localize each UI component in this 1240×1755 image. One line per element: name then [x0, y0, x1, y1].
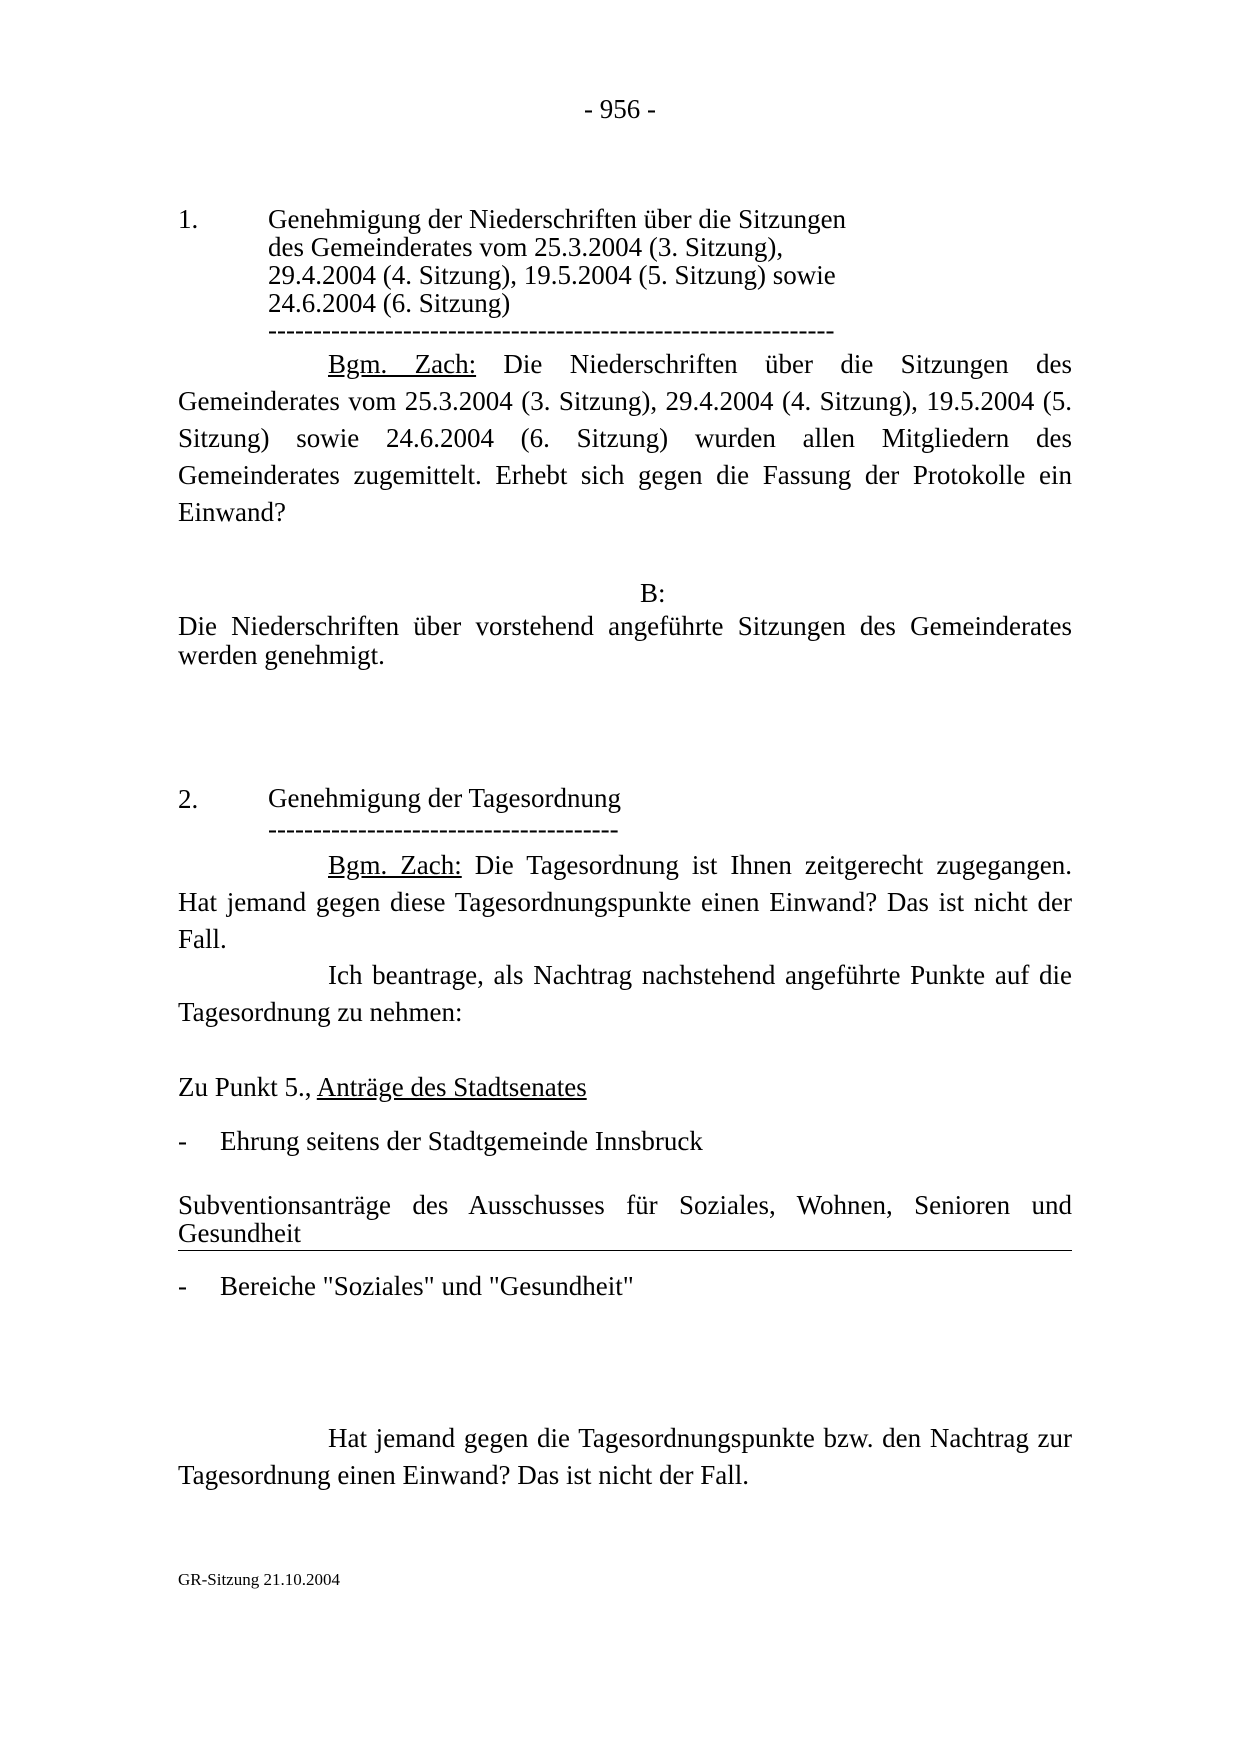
- item-1-title-line: 24.6.2004 (6. Sitzung): [268, 288, 511, 318]
- item-2-dashes: ---------------------------------------: [268, 814, 619, 844]
- closing-text: Hat jemand gegen die Tagesordnungspunkte bzw. den Nachtrag zur Tagesordnung einen Einwand? Das ist nicht der Fall.: [178, 1423, 1072, 1490]
- item-2-speech: [178, 847, 1072, 958]
- speaker-name: Bgm. Zach:: [328, 349, 477, 379]
- speech-text: Die Niederschriften über die Sitzungen des Gemeinderates vom 25.3.2004 (3. Sitzung), 29.4.2004 (4. Sitzung), 19.5.2004 (5. Sitzung) sowie 24.6.2004 (6. Sitzung) wurden allen Mitgliedern des Gemeinderates zugemittelt. Erhebt sich gegen die Fassung der Protokolle ein Einwand?: [178, 349, 1072, 527]
- subvention-heading: Subventionsanträge des Ausschusses für Soziales, Wohnen, Senioren und Gesundheit: [178, 1190, 1072, 1248]
- item-2-title: Genehmigung der Tagesordnung: [268, 783, 622, 813]
- heading-underline: [178, 1250, 1072, 1251]
- item-1-title-line: Genehmigung der Niederschriften über die Sitzungen: [268, 204, 847, 234]
- item-1-title-line: 29.4.2004 (4. Sitzung), 19.5.2004 (5. Sitzung) sowie: [268, 260, 836, 290]
- speech-text: Die Tagesordnung ist Ihnen zeitgerecht zugegangen. Hat jemand gegen diese Tagesordnungspunkte einen Einwand? Das ist nicht der Fall.: [178, 850, 1072, 954]
- item-2-number: 2.: [178, 784, 199, 814]
- item-1-number: 1.: [178, 204, 199, 234]
- closing-paragraph: [178, 1420, 1072, 1494]
- item-1-title-line: des Gemeinderates vom 25.3.2004 (3. Sitzung),: [268, 232, 784, 262]
- speaker-name: Bgm. Zach:: [328, 850, 462, 880]
- item-1-dashes: ---------------------------------------------------------------: [268, 315, 835, 345]
- bullet-dash: -: [178, 1126, 187, 1156]
- item-2-speech-2: [178, 957, 1072, 1031]
- footer: GR-Sitzung 21.10.2004: [178, 1570, 340, 1589]
- bullet-2: Bereiche "Soziales" und "Gesundheit": [220, 1271, 634, 1301]
- resolution-text: Die Niederschriften über vorstehend angeführte Sitzungen des Gemeinderates werden genehmigt.: [178, 611, 1072, 670]
- bullet-1: Ehrung seitens der Stadtgemeinde Innsbruck: [220, 1126, 703, 1156]
- resolution-label: B:: [640, 578, 666, 608]
- page-number: - 956 -: [584, 94, 656, 124]
- punkt-prefix: Zu Punkt 5.,: [178, 1072, 317, 1102]
- item-1-title: [268, 205, 908, 317]
- bullet-dash: -: [178, 1271, 187, 1301]
- punkt-title: Anträge des Stadtsenates: [316, 1072, 587, 1102]
- punkt-line: [178, 1069, 1072, 1106]
- speech-text: Ich beantrage, als Nachtrag nachstehend angeführte Punkte auf die Tagesordnung zu nehmen:: [178, 960, 1072, 1027]
- item-1-speech: [178, 346, 1072, 531]
